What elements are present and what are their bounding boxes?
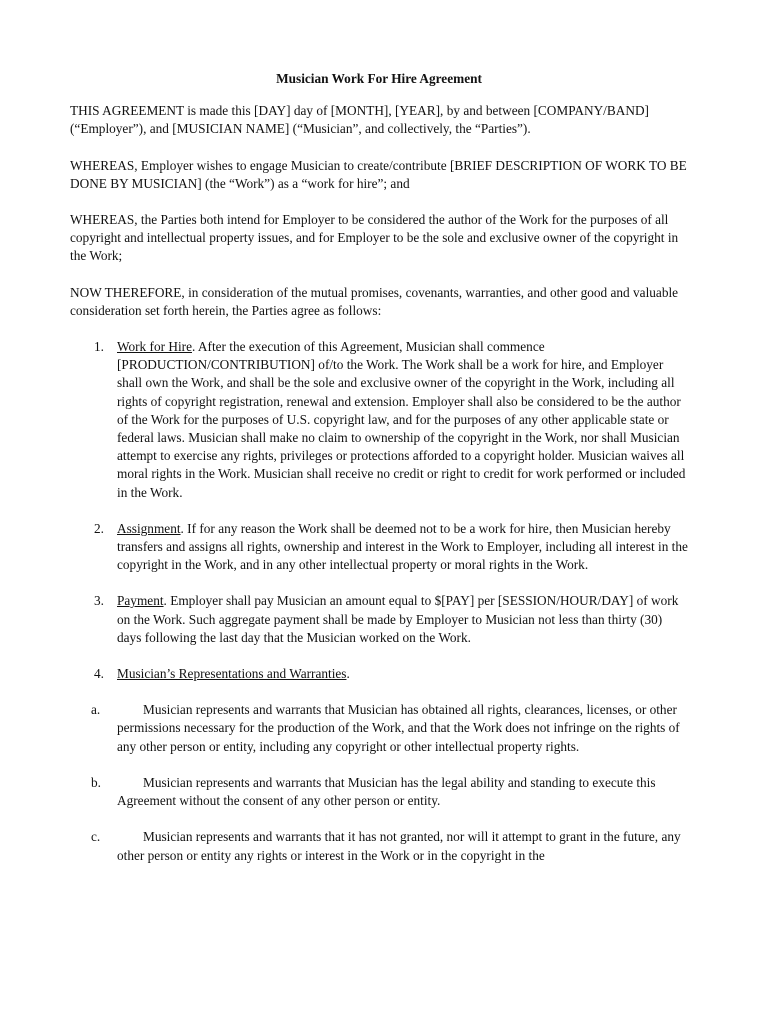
subsection-text: Musician represents and warrants that it has not granted, nor will it attempt to grant in the future, any other person or entity any rights or interest in the Work or in the copyright in the	[117, 829, 681, 863]
whereas-paragraph-2: WHEREAS, the Parties both intend for Employer to be considered the author of the Work for the purposes of all copyright and intellectual property issues, and for Employer to be the sole and exclusive owner of the copyright in the Work;	[70, 212, 679, 264]
section-number: 1.	[94, 339, 104, 355]
subsection-letter: c.	[91, 829, 101, 845]
document-title: Musician Work For Hire Agreement	[276, 71, 482, 86]
section-heading: Assignment	[117, 520, 181, 536]
subsection-letter: b.	[91, 774, 101, 790]
section-3-payment	[70, 592, 688, 647]
section-heading: Payment	[117, 593, 164, 609]
subsection-b	[91, 774, 688, 810]
subsection-text: Musician represents and warrants that Musician has obtained all rights, clearances, licenses, or other permissions necessary for the production of the Work, and that the Work does not infringe on the rights of any other person or entity, including any copyright or other intellectual property rights.	[117, 702, 680, 754]
intro-paragraph: THIS AGREEMENT is made this [DAY] day of [MONTH], [YEAR], by and between [COMPANY/BAND] (“Employer”), and [MUSICIAN NAME] (“Musician”, and collectively, the “Parties”).	[70, 103, 649, 137]
subsection-letter: a.	[91, 702, 101, 718]
section-heading: Work for Hire	[117, 339, 192, 355]
section-number: 4.	[94, 666, 104, 682]
subsection-text: Musician represents and warrants that Musician has the legal ability and standing to execute this Agreement without the consent of any other person or entity.	[117, 774, 656, 809]
section-body: . Employer shall pay Musician an amount equal to $[PAY] per [SESSION/HOUR/DAY] of work on the Work. Such aggregate payment shall be made by Employer to Musician not less than thirty (30) days following the last day that the Musician worked on the Work.	[117, 593, 679, 645]
section-body: . After the execution of this Agreement, Musician shall commence [PRODUCTION/CONTRIBUTION] of/to the Work. The Work shall be a work for hire, and Employer shall own the Work, and shall be the sole and exclusive owner of the copyright in the Work, including all rights of copyright registration, renewal and extension. Employer shall also be considered to be the author of the Work for the purposes of U.S. copyright law, and for the purposes of any other applicable state or federal laws. Musician shall make no claim to ownership of the copyright in the Work, nor shall Musician attempt to exercise any rights, privileges or protections afforded to a copyright holder. Musician waives all moral rights in the Work. Musician shall receive no credit or right to credit for work performed or included in the Work.	[117, 339, 686, 500]
section-heading: Musician’s Representations and Warranties	[117, 666, 347, 682]
document-page	[70, 70, 688, 883]
section-number: 2.	[94, 520, 104, 536]
section-body: .	[346, 666, 350, 682]
section-1-work-for-hire	[70, 338, 688, 502]
whereas-paragraph-1: WHEREAS, Employer wishes to engage Musician to create/contribute [BRIEF DESCRIPTION OF WORK TO BE DONE BY MUSICIAN] (the “Work”) as a “work for hire”; and	[70, 157, 687, 191]
subsection-c	[91, 828, 688, 864]
section-body: . If for any reason the Work shall be deemed not to be a work for hire, then Musician hereby transfers and assigns all rights, ownership and interest in the Work to Employer, including all interest in the copyright in the Work, and in any other intellectual property or moral rights in the Work.	[117, 520, 688, 573]
subsection-a	[91, 701, 688, 756]
section-4-representations	[70, 665, 688, 683]
section-number: 3.	[94, 593, 104, 609]
section-2-assignment	[70, 520, 688, 575]
now-therefore-paragraph: NOW THEREFORE, in consideration of the mutual promises, covenants, warranties, and other good and valuable consideration set forth herein, the Parties agree as follows:	[70, 284, 679, 318]
